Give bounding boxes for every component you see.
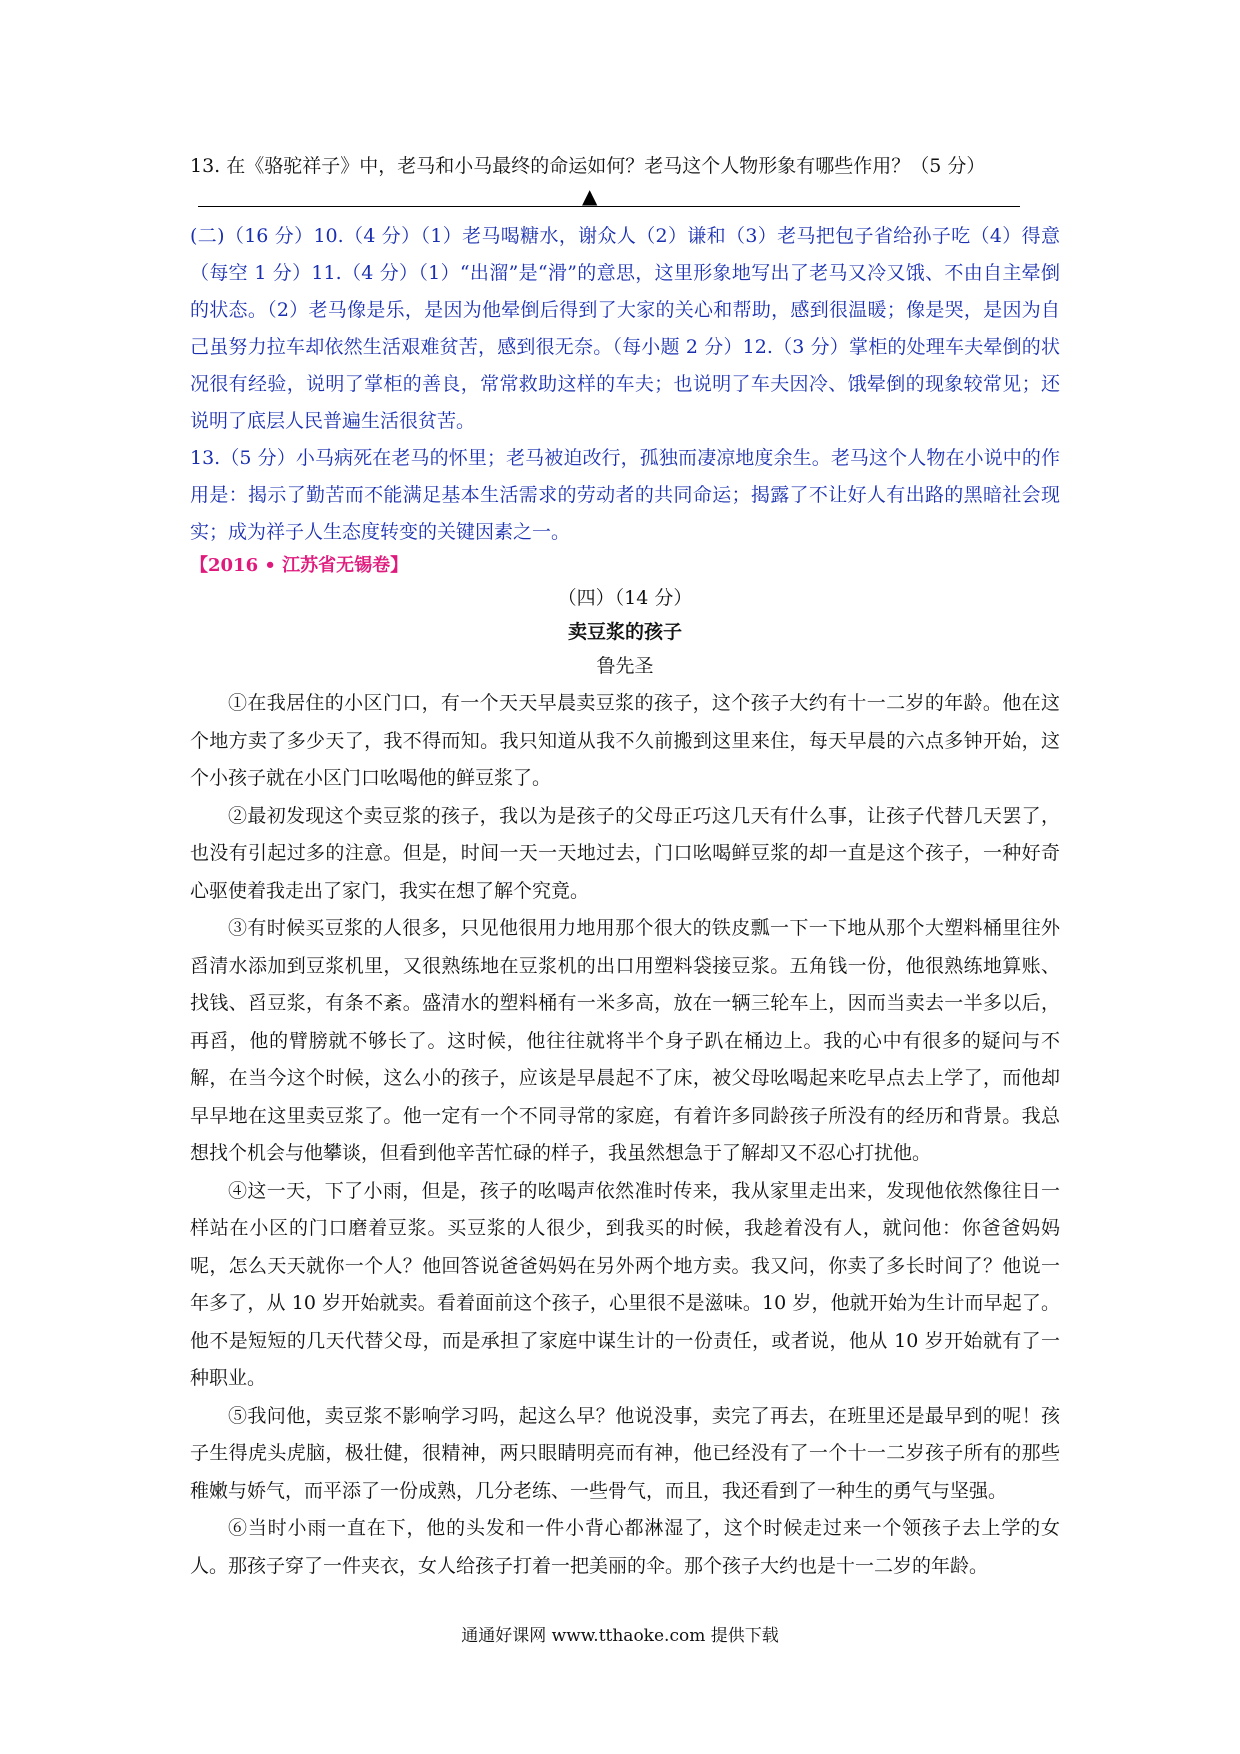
story-title: 卖豆浆的孩子 bbox=[567, 621, 682, 643]
story-paragraph: ①在我居住的小区门口，有一个天天早晨卖豆浆的孩子，这个孩子大约有十一二岁的年龄。他在这个地方卖了多少天了，我不得而知。我只知道从我不久前搬到这里来住，每天早晨的六点多钟开始，这个小孩子就在小区门口吆喝他的鲜豆浆了。 bbox=[190, 692, 1060, 789]
triangle-marker-icon: ▲ bbox=[582, 184, 598, 208]
section-heading: （四）（14 分） bbox=[557, 587, 693, 609]
question-13: 13. 在《骆驼祥子》中，老马和小马最终的命运如何？老马这个人物形象有哪些作用？（5 分） bbox=[190, 155, 986, 177]
story-paragraph: ⑤我问他，卖豆浆不影响学习吗，起这么早？他说没事，卖完了再去，在班里还是最早到的呢！孩子生得虎头虎脑，极壮健，很精神，两只眼睛明亮而有神，他已经没有了一个十一二岁孩子所有的那些稚嫩与娇气，而平添了一份成熟，几分老练、一些骨气，而且，我还看到了一种生的勇气与坚强。 bbox=[190, 1404, 1060, 1502]
answer-line bbox=[190, 184, 1060, 212]
answer-key bbox=[190, 218, 1060, 551]
story-paragraph: ⑥当时小雨一直在下，他的头发和一件小背心都淋湿了，这个时候走过来一个领孩子去上学的女人。那孩子穿了一件夹衣，女人给孩子打着一把美丽的伞。那个孩子大约也是十一二岁的年龄。 bbox=[190, 1517, 1060, 1577]
answer-key-paragraph: 13.（5 分）小马病死在老马的怀里；老马被迫改行，孤独而凄凉地度余生。老马这个人物在小说中的作用是：揭示了勤苦而不能满足基本生活需求的劳动者的共同命运；揭露了不让好人有出路的黑暗社会现实；成为祥子人生态度转变的关键因素之一。 bbox=[190, 447, 1060, 543]
answer-key-paragraph: (二)（16 分）10.（4 分）（1）老马喝糖水，谢众人（2）谦和（3）老马把包子省给孙子吃（4）得意（每空 1 分）11.（4 分）（1）“出溜”是“滑”的意思，这里形象地写出了老马又冷又饿、不由自主晕倒的状态。（2）老马像是乐，是因为他晕倒后得到了大家的关心和帮助，感到很温暖；像是哭，是因为自己虽努力拉车却依然生活艰难贫苦，感到很无奈。（每小题 2 分）12.（3 分）掌柜的处理车夫晕倒的状况很有经验，说明了掌柜的善良，常常救助这样的车夫；也说明了车夫因冷、饿晕倒的现象较常见；还说明了底层人民普遍生活很贫苦。 bbox=[190, 225, 1060, 432]
story-paragraph: ②最初发现这个卖豆浆的孩子，我以为是孩子的父母正巧这几天有什么事，让孩子代替几天罢了，也没有引起过多的注意。但是，时间一天一天地过去，门口吆喝鲜豆浆的却一直是这个孩子，一种好奇心驱使着我走出了家门，我实在想了解个究竟。 bbox=[190, 804, 1060, 902]
document-page bbox=[190, 148, 1060, 1585]
story-body bbox=[190, 685, 1060, 1585]
page-footer: 通通好课网 www.tthaoke.com 提供下载 bbox=[461, 1626, 779, 1646]
story-paragraph: ③有时候买豆浆的人很多，只见他很用力地用那个很大的铁皮瓢一下一下地从那个大塑料桶里往外舀清水添加到豆浆机里，又很熟练地在豆浆机的出口用塑料袋接豆浆。五角钱一份，他很熟练地算账、找钱、舀豆浆，有条不紊。盛清水的塑料桶有一米多高，放在一辆三轮车上，因而当卖去一半多以后，再舀，他的臂膀就不够长了。这时候，他往往就将半个身子趴在桶边上。我的心中有很多的疑问与不解，在当今这个时候，这么小的孩子，应该是早晨起不了床，被父母吆喝起来吃早点去上学了，而他却早早地在这里卖豆浆了。他一定有一个不同寻常的家庭，有着许多同龄孩子所没有的经历和背景。我总想找个机会与他攀谈，但看到他辛苦忙碌的样子，我虽然想急于了解却又不忍心打扰他。 bbox=[190, 917, 1060, 1164]
source-tag: 【2016 • 江苏省无锡卷】 bbox=[190, 555, 409, 576]
author: 鲁先圣 bbox=[596, 655, 654, 677]
answer-rule bbox=[198, 206, 1020, 207]
story-paragraph: ④这一天，下了小雨，但是，孩子的吆喝声依然准时传来，我从家里走出来，发现他依然像往日一样站在小区的门口磨着豆浆。买豆浆的人很少，到我买的时候，我趁着没有人，就问他：你爸爸妈妈呢，怎么天天就你一个人？他回答说爸爸妈妈在另外两个地方卖。我又问，你卖了多长时间了？他说一年多了，从 10 岁开始就卖。看着面前这个孩子，心里很不是滋味。10 岁，他就开始为生计而早起了。他不是短短的几天代替父母，而是承担了家庭中谋生计的一份责任，或者说，他从 10 岁开始就有了一种职业。 bbox=[190, 1179, 1060, 1389]
